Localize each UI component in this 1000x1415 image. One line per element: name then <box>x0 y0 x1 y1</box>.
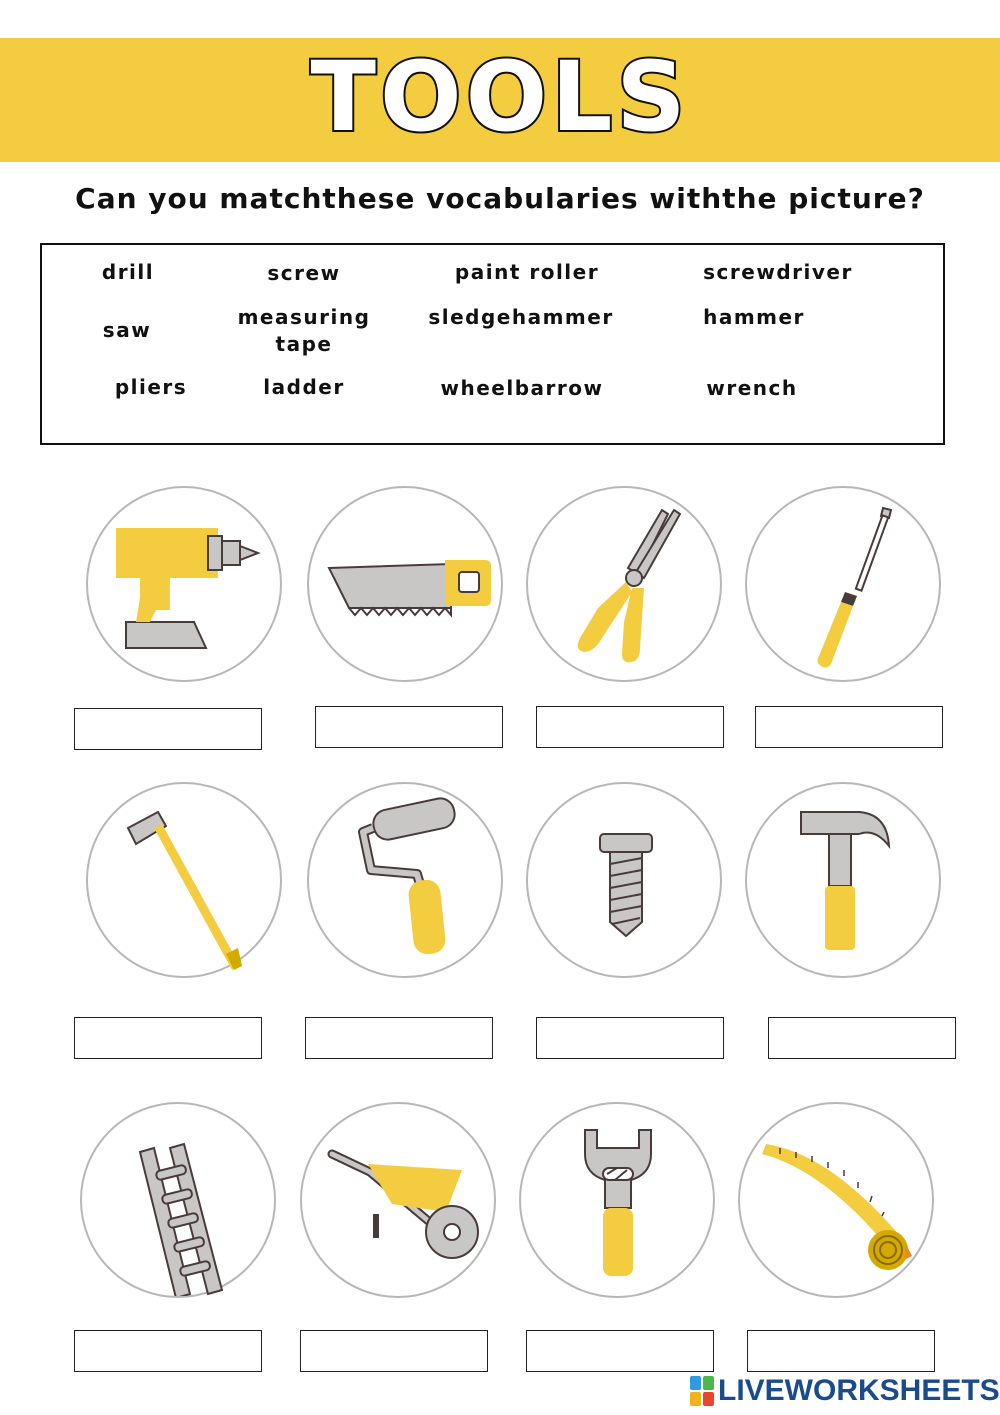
answer-box-10[interactable] <box>300 1330 488 1372</box>
answer-box-6[interactable] <box>305 1017 493 1059</box>
paint-roller-icon <box>309 784 501 976</box>
word-bank-item: hammer <box>703 305 805 329</box>
tool-picture-4 <box>745 486 941 682</box>
pliers-icon <box>528 488 720 680</box>
answer-box-11[interactable] <box>526 1330 714 1372</box>
liveworksheets-logo <box>690 1374 1000 1408</box>
word-bank-item: saw <box>102 318 152 342</box>
tool-picture-1 <box>86 486 282 682</box>
ladder-icon <box>82 1104 274 1296</box>
screwdriver-icon <box>747 488 939 680</box>
answer-box-1[interactable] <box>74 708 262 750</box>
answer-box-8[interactable] <box>768 1017 956 1059</box>
tool-picture-6 <box>307 782 503 978</box>
brand-name: LIVEWORKSHEETS <box>718 1374 1000 1407</box>
word-bank-item: pliers <box>114 375 188 399</box>
screw-icon <box>528 784 720 976</box>
word-bank-item: wheelbarrow <box>440 376 604 400</box>
word-bank-item: measuring tape <box>237 305 371 356</box>
tool-picture-12 <box>738 1102 934 1298</box>
tool-picture-8 <box>745 782 941 978</box>
answer-box-3[interactable] <box>536 706 724 748</box>
tool-picture-11 <box>519 1102 715 1298</box>
tool-picture-9 <box>80 1102 276 1298</box>
word-bank-item: sledgehammer <box>428 305 614 329</box>
instructions: Can you matchthese vocabularies withthe picture? <box>75 182 925 215</box>
saw-icon <box>309 488 501 680</box>
answer-box-2[interactable] <box>315 706 503 748</box>
tool-picture-3 <box>526 486 722 682</box>
wheelbarrow-icon <box>302 1104 494 1296</box>
tool-picture-7 <box>526 782 722 978</box>
word-bank-item: screwdriver <box>703 260 853 284</box>
answer-box-12[interactable] <box>747 1330 935 1372</box>
sledgehammer-icon <box>88 784 280 976</box>
word-bank-item: wrench <box>706 376 798 400</box>
answer-box-9[interactable] <box>74 1330 262 1372</box>
page-title: TOOLS <box>310 41 690 153</box>
measuring-tape-icon <box>740 1104 932 1296</box>
wrench-icon <box>521 1104 713 1296</box>
drill-icon <box>88 488 280 680</box>
word-bank-item: drill <box>101 260 155 284</box>
liveworksheets-mark-icon <box>690 1376 714 1406</box>
word-bank-item: screw <box>267 261 341 285</box>
answer-box-4[interactable] <box>755 706 943 748</box>
hammer-icon <box>747 784 939 976</box>
tool-picture-2 <box>307 486 503 682</box>
word-bank <box>40 243 945 445</box>
word-bank-item: paint roller <box>454 260 600 284</box>
tool-picture-10 <box>300 1102 496 1298</box>
answer-box-5[interactable] <box>74 1017 262 1059</box>
answer-box-7[interactable] <box>536 1017 724 1059</box>
tool-picture-5 <box>86 782 282 978</box>
word-bank-item: ladder <box>263 375 345 399</box>
